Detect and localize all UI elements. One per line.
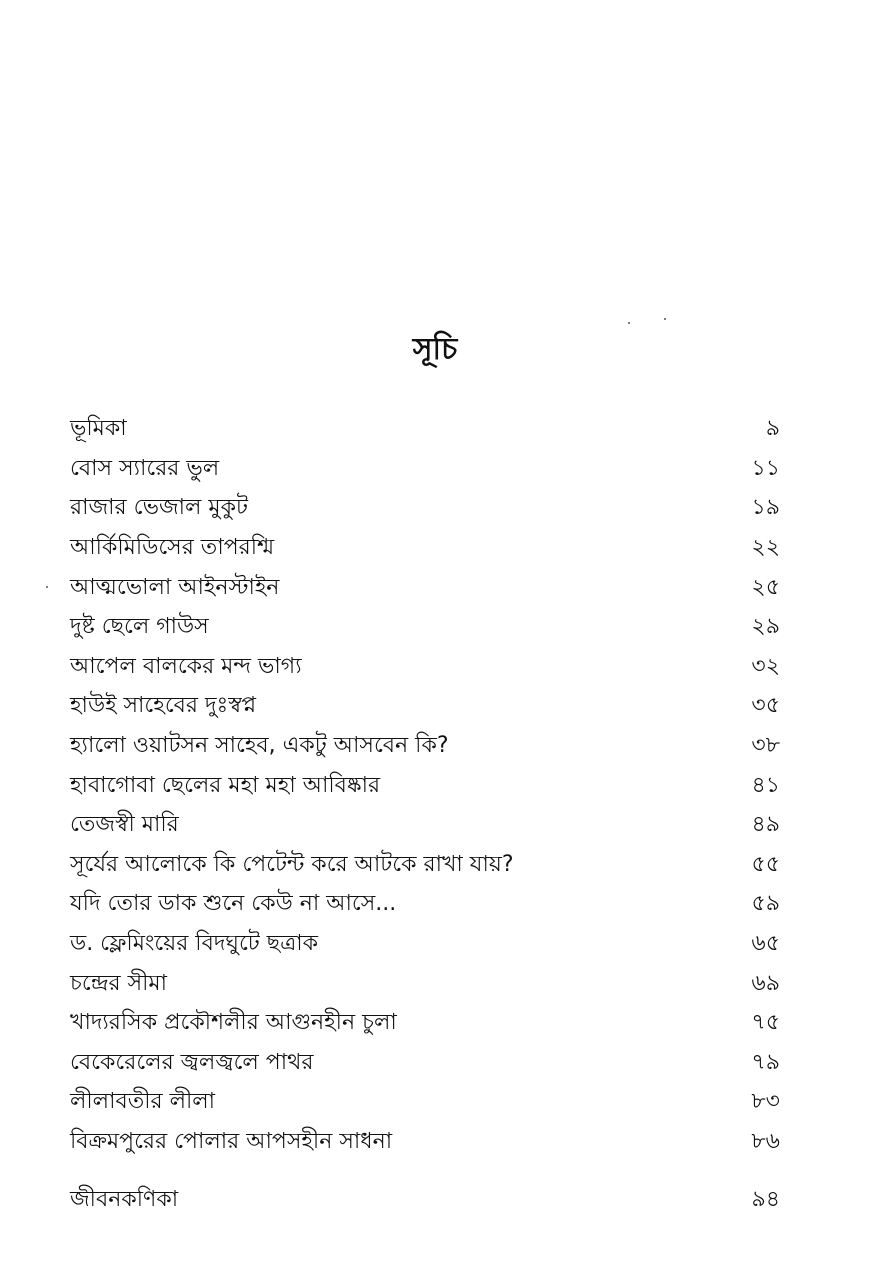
toc-entry: [70, 925, 780, 965]
toc-entry-label: ড. ফ্লেমিংয়ের বিদঘুটে ছত্রাক: [70, 931, 319, 957]
toc-entry-label: সূর্যের আলোকে কি পেটেন্ট করে আটকে রাখা যায়?: [70, 851, 514, 877]
toc-entry: [70, 450, 780, 490]
toc-entry-page: ২৫: [751, 574, 780, 600]
toc-entry: [70, 806, 780, 846]
toc-entry-label: আত্মভোলা আইনস্টাইন: [70, 574, 280, 600]
toc-entry-label: তেজস্বী মারি: [70, 812, 179, 838]
toc-entry: [70, 529, 780, 569]
toc-entry-label: বোস স্যারের ভুল: [70, 455, 220, 481]
toc-entry-page: ২২: [751, 535, 780, 561]
toc-entry-page: ৫৫: [751, 851, 780, 877]
toc-entry: [70, 766, 780, 806]
toc-entry-page: ৬৫: [751, 931, 780, 957]
toc-entry: [70, 489, 780, 529]
toc-entry-label: দুষ্ট ছেলে গাউস: [70, 614, 209, 640]
print-speck: [628, 322, 630, 324]
table-of-contents: [70, 410, 780, 1162]
toc-entry-page: ২৯: [751, 614, 780, 640]
toc-entry-label: রাজার ভেজাল মুকুট: [70, 495, 248, 521]
toc-entry-page: ৮৩: [751, 1089, 780, 1115]
toc-entry: [70, 648, 780, 688]
toc-entry: [70, 687, 780, 727]
toc-entry: [70, 727, 780, 767]
toc-entry-page: ১১: [751, 455, 780, 481]
toc-entry-label: ভূমিকা: [70, 416, 127, 442]
toc-entry: [70, 568, 780, 608]
toc-entry-page: ৩৫: [751, 693, 780, 719]
toc-entry: [70, 410, 780, 450]
toc-entry-page: ৭৯: [751, 1049, 780, 1075]
toc-entry-page: ৩২: [751, 653, 780, 679]
toc-entry-page: ৭৫: [751, 1010, 780, 1036]
toc-entry: [70, 964, 780, 1004]
toc-entry-page: ১৯: [751, 495, 780, 521]
toc-entry: [70, 608, 780, 648]
toc-entry: [70, 1004, 780, 1044]
toc-appendix-entry: [70, 1180, 780, 1220]
print-speck: [664, 318, 666, 320]
toc-entry-label: বেকেরেলের জ্বলজ্বলে পাথর: [70, 1049, 314, 1075]
toc-entry: [70, 1083, 780, 1123]
toc-entry-label: হাবাগোবা ছেলের মহা মহা আবিষ্কার: [70, 772, 381, 798]
toc-entry-label: জীবনকণিকা: [70, 1186, 179, 1212]
toc-entry-page: ৬৯: [751, 970, 780, 996]
print-speck: [46, 586, 48, 588]
toc-entry: [70, 1123, 780, 1163]
toc-entry-page: ৪১: [751, 772, 780, 798]
toc-entry-page: ৪৯: [751, 812, 780, 838]
toc-entry-page: ৩৮: [751, 733, 780, 759]
toc-entry-page: ৮৬: [751, 1128, 780, 1154]
toc-entry-label: যদি তোর ডাক শুনে কেউ না আসে...: [70, 891, 397, 917]
toc-entry-label: আর্কিমিডিসের তাপরশ্মি: [70, 535, 275, 561]
toc-entry: [70, 846, 780, 886]
toc-entry-label: বিক্রমপুরের পোলার আপসহীন সাধনা: [70, 1128, 393, 1154]
toc-entry-page: ৯৪: [751, 1186, 780, 1212]
toc-entry-label: আপেল বালকের মন্দ ভাগ্য: [70, 653, 302, 679]
toc-entry: [70, 885, 780, 925]
toc-entry: [70, 1044, 780, 1084]
toc-entry-page: ৯: [765, 416, 780, 442]
toc-entry-label: খাদ্যরসিক প্রকৌশলীর আগুনহীন চুলা: [70, 1010, 397, 1036]
toc-entry-page: ৫৯: [751, 891, 780, 917]
toc-entry-label: হাউই সাহেবের দুঃস্বপ্ন: [70, 693, 257, 719]
toc-entry-label: চন্দ্রের সীমা: [70, 970, 168, 996]
toc-entry-label: হ্যালো ওয়াটসন সাহেব, একটু আসবেন কি?: [70, 733, 449, 759]
toc-entry-label: লীলাবতীর লীলা: [70, 1089, 216, 1115]
page-title: সূচি: [412, 332, 458, 367]
